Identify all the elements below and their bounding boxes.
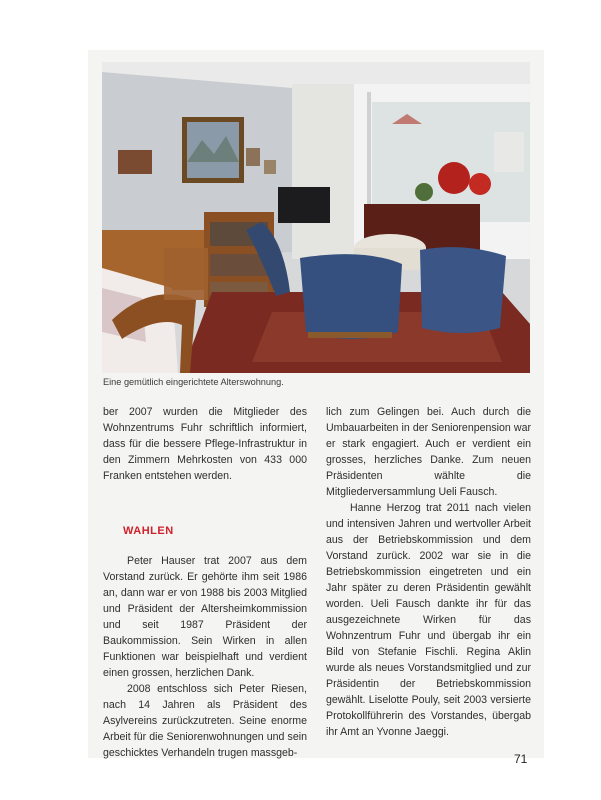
photo-caption: Eine gemütlich eingerichtete Alterswohnung. bbox=[103, 377, 284, 387]
poinsettia-2 bbox=[469, 173, 491, 195]
armchair-right bbox=[420, 247, 506, 333]
paragraph: Hanne Herzog trat 2011 nach vielen und intensiven Jahren und wertvoller Arbeit aus der Betriebskommission und dem Vorstand zurück. 2002 war sie in die Betriebskommission eingetreten und ein Jahr später zu deren Präsidentin gewählt worden. Ueli Fausch dankte ihr für das ausgezeichnete Wirken für das Wohnzentrum Fuhr und übergab ihr ein Bild von Stefanie Fischli. Regina Aklin wurde als neues Vorstandsmitglied und zur Präsidentin der Betriebskommission gewählt. Liselotte Pouly, seit 2003 versierte Protokollführerin des Vorstandes, übergab ihr Amt an Yvonne Jaeggi. bbox=[326, 502, 531, 738]
paragraph: Peter Hauser trat 2007 aus dem Vorstand zurück. Er gehörte ihm seit 1986 an, dann war er von 1988 bis 2003 Mitglied und Präsident der Altersheimkommission und seit 1987 Präsident der Baukommission. Sein Wirken in allen Funktionen war beispielhaft und verdient einen grossen, herzlichen Dank. bbox=[103, 555, 307, 679]
left-column bbox=[103, 404, 307, 761]
tv bbox=[278, 187, 330, 223]
paragraph: lich zum Gelingen bei. Auch durch die Umbauarbeiten in der Seniorenpension war er stark engagiert. Auch er verdient ein grosses, herzliches Danke. Zum neuen Präsidenten wählte die Mitgliederversammlung Ueli Fausch. bbox=[326, 406, 531, 498]
books-2 bbox=[210, 254, 268, 276]
poinsettia bbox=[438, 162, 470, 194]
neighbor-house bbox=[494, 132, 524, 172]
small-picture-3 bbox=[264, 160, 276, 174]
article-photo bbox=[102, 62, 530, 373]
page-number: 71 bbox=[514, 752, 528, 766]
small-picture bbox=[118, 150, 152, 174]
section-heading: WAHLEN bbox=[123, 525, 174, 537]
plant bbox=[415, 183, 433, 201]
curtain bbox=[292, 84, 354, 259]
wooden-chair-2 bbox=[164, 248, 208, 300]
armchair-front-legs bbox=[308, 332, 392, 338]
armchair-front bbox=[300, 254, 402, 339]
small-picture-2 bbox=[246, 148, 260, 166]
paragraph: ber 2007 wurden die Mitglieder des Wohnzentrums Fuhr schriftlich informiert, dass für die bessere Pflege-Infrastruktur in den Zimmern Mehrkosten von 433 000 Franken entstehen werden. bbox=[103, 406, 307, 482]
right-column bbox=[326, 404, 531, 740]
paragraph: 2008 entschloss sich Peter Riesen, nach 14 Jahren als Präsident des Asylvereins zurückzutreten. Seine enorme Arbeit für die Seniorenwohnungen und sein geschicktes Verhandeln trugen massgeb- bbox=[103, 683, 307, 759]
